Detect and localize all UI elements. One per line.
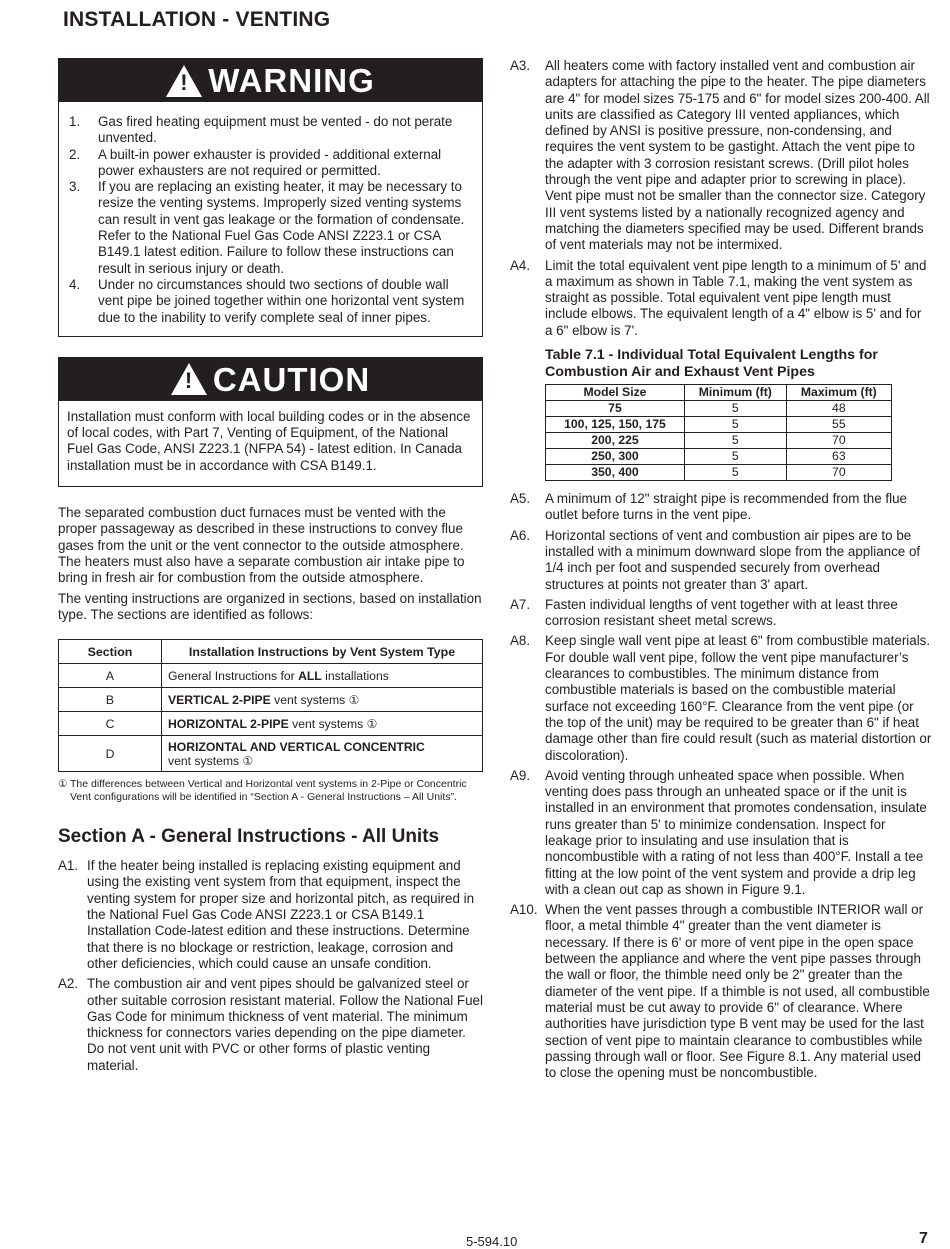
instruction-number: A6.	[510, 527, 531, 543]
vent-table-block	[510, 347, 932, 481]
section-description-bold: HORIZONTAL 2-PIPE	[168, 716, 289, 731]
instruction-text: Keep single wall vent pipe at least 6" from combustible materials. For double wall vent pipe, follow the vent pipe manufacturer’s clearances to combustibles. The minimum distance from combustible materials is based on the combustible material surface not exceeding 160°F. Clearance from the vent pipe (or the top of the unit) may be required to be greater than 6" if heat damage other than fire could result (such as material distortion or discoloration).	[545, 633, 932, 763]
warning-item	[67, 179, 474, 277]
vent-max: 48	[786, 401, 891, 417]
vent-table-row	[546, 465, 892, 481]
vent-min: 5	[684, 417, 786, 433]
instruction-number: A4.	[510, 257, 531, 273]
vent-min: 5	[684, 433, 786, 449]
caution-triangle-icon: !	[171, 363, 207, 395]
section-footnote-mark: ①	[366, 716, 378, 731]
instruction-number: A7.	[510, 596, 531, 612]
vent-model-size: 350, 400	[546, 465, 685, 481]
vent-model-size: 75	[546, 401, 685, 417]
instruction-text: A minimum of 12" straight pipe is recommended from the flue outlet before turns in the vent pipe.	[545, 491, 907, 523]
warning-item	[67, 277, 474, 326]
vent-model-size: 250, 300	[546, 449, 685, 465]
warning-box	[58, 58, 483, 337]
caution-heading: CAUTION	[212, 360, 371, 398]
section-table-footnote	[58, 778, 483, 804]
instruction-item	[58, 976, 483, 1074]
section-description-post: vent systems	[270, 692, 349, 707]
instruction-item	[58, 858, 483, 972]
intro-paragraph-1: The separated combustion duct furnaces must be vented with the proper passageway as described in these instructions to convey flue gases from the unit or the vent connector to the outside atmosphere. The heaters must also have a separate combustion air intake pipe to bring in fresh air for combustion from the outside atmosphere.	[58, 505, 465, 586]
instruction-text: If the heater being installed is replacing existing equipment and using the existing vent system from that equipment, inspect the venting system for proper size and horizontal pitch, as required in the National Fuel Gas Code ANSI Z223.1 or CSA B149.1 Installation Code-latest edition and these instructions. Determine that there is no blockage or restriction, leakage, corrosion and other deficiencies, which could cause an unsafe condition.	[87, 858, 475, 971]
instruction-number: A5.	[510, 491, 531, 507]
section-description-post: vent systems	[288, 716, 367, 731]
section-a-title: Section A - General Instructions - All Units	[58, 826, 440, 848]
section-description	[162, 712, 483, 736]
section-description-post: installations	[321, 668, 389, 683]
instruction-number: A9.	[510, 767, 531, 783]
warning-header	[59, 59, 482, 102]
vent-min: 5	[684, 449, 786, 465]
section-description	[162, 736, 483, 772]
warning-item-number: 2.	[69, 146, 81, 162]
section-description-bold: VERTICAL 2-PIPE	[168, 692, 271, 707]
section-description-bold: ALL	[298, 668, 322, 683]
warning-item-text: Under no circumstances should two sections of double wall vent pipe be joined together within one horizontal vent system due to the inability to verify complete seal of inner pipes.	[98, 276, 465, 325]
section-letter: C	[59, 712, 162, 736]
section-description-post: vent systems	[168, 753, 243, 768]
instruction-item	[510, 597, 932, 630]
caution-text: Installation must conform with local building codes or in the absence of local codes, with Part 7, Venting of Equipment, of the National Fuel Gas Code, ANSI Z223.1 (NFPA 54) - latest edition. In Canada installation must be in accordance with CSA B149.1.	[67, 408, 471, 473]
section-table-header-section: Section	[59, 640, 162, 664]
section-table-header-instructions: Installation Instructions by Vent System Type	[162, 640, 483, 664]
section-letter: B	[59, 688, 162, 712]
vent-max: 70	[786, 465, 891, 481]
section-description	[162, 688, 483, 712]
vent-table-row	[546, 449, 892, 465]
instruction-item	[510, 902, 932, 1081]
section-description-pre: General Instructions for	[168, 668, 299, 683]
section-description	[162, 664, 483, 688]
instruction-text: Fasten individual lengths of vent together with at least three corrosion resistant sheet metal screws.	[545, 596, 898, 629]
instruction-item	[510, 768, 932, 898]
warning-item-number: 4.	[69, 276, 81, 292]
instruction-text: Limit the total equivalent vent pipe length to a minimum of 5' and a maximum as shown in Table 7.1, making the vent system as straight as possible. Total equivalent vent pipe length must include elbows. The equivalent length of a 4" elbow is 5' and for a 6" elbow is 7'.	[545, 257, 927, 338]
vent-table-row	[546, 433, 892, 449]
section-a-left-list	[58, 858, 483, 1074]
warning-item-text: A built-in power exhauster is provided - additional external power exhausters are not required or permitted.	[98, 146, 442, 178]
page-title: INSTALLATION - VENTING	[63, 8, 331, 31]
vent-table-title: Table 7.1 - Individual Total Equivalent Lengths for Combustion Air and Exhaust Vent Pipes	[545, 347, 878, 381]
intro-paragraph-2: The venting instructions are organized in sections, based on installation type. The sections are identified as follows:	[58, 590, 482, 622]
page-number: 7	[919, 1230, 928, 1247]
warning-item-number: 3.	[69, 179, 81, 195]
footnote-text: The differences between Vertical and Horizontal vent systems in 2-Pipe or Concentric Vent configurations will be identified in “Section A - General Instructions – All Units”.	[70, 778, 467, 804]
warning-item	[67, 114, 474, 147]
instruction-item	[510, 528, 932, 593]
instruction-number: A1.	[58, 858, 79, 874]
warning-item-text: If you are replacing an existing heater, it may be necessary to resize the venting systems. Improperly sized venting systems can result in vent gas leakage or the formation of condensate. Refer to the National Fuel Gas Code ANSI Z223.1 or CSA B149.1 latest edition. Failure to follow these instructions can result in serious injury or death.	[98, 179, 465, 276]
warning-heading: WARNING	[208, 62, 375, 99]
instruction-item	[510, 258, 932, 339]
warning-item-text: Gas fired heating equipment must be vented - do not perate unvented.	[98, 114, 453, 146]
vent-table-row	[546, 417, 892, 433]
instruction-text: Avoid venting through unheated space when possible. When venting does pass through an unheated space or if the unit is installed in an environment that promotes condensation, insulate runs greater than 5' to minimize condensation. Inspect for leakage prior to insulating and use insulation that is noncombustible with a rating of not less than 400°F. Install a tee fitting at the low point of the vent system and provide a drip leg with a clean out cap as shown in Figure 9.1.	[545, 767, 927, 897]
instruction-text: Horizontal sections of vent and combustion air pipes are to be installed with a minimum downward slope from the appliance of 1/4 inch per foot and suspended securely from overhead structures at points not greater than 3' apart.	[545, 527, 921, 592]
section-letter: D	[59, 736, 162, 772]
vent-min: 5	[684, 401, 786, 417]
section-footnote-mark: ①	[348, 692, 360, 707]
section-table-row	[59, 664, 483, 688]
vent-max: 55	[786, 417, 891, 433]
right-column	[510, 58, 932, 1085]
instruction-number: A2.	[58, 976, 79, 992]
footnote-mark: ①	[58, 778, 68, 791]
vent-table-header-model: Model Size	[546, 385, 685, 401]
vent-table-header-min: Minimum (ft)	[684, 385, 786, 401]
section-table-row	[59, 688, 483, 712]
section-letter: A	[59, 664, 162, 688]
section-a-right-top-list	[510, 58, 932, 339]
vent-table-row	[546, 401, 892, 417]
section-table	[58, 639, 483, 772]
instruction-number: A3.	[510, 58, 531, 73]
vent-max: 63	[786, 449, 891, 465]
warning-body	[59, 102, 482, 336]
instruction-item	[510, 491, 932, 524]
warning-item-number: 1.	[69, 114, 81, 129]
instruction-number: A10.	[510, 902, 538, 918]
caution-header	[59, 358, 482, 401]
instruction-number: A8.	[510, 633, 531, 649]
instruction-text: The combustion air and vent pipes should be galvanized steel or other suitable corrosion resistant material. Follow the National Fuel Gas Code for minimum thickness of vent material. The minimum thickness for connectors varies depending on the pipe diameter. Do not vent unit with PVC or other forms of plastic venting material.	[87, 976, 483, 1073]
document-code: 5-594.10	[466, 1234, 518, 1249]
vent-table	[545, 384, 892, 481]
instruction-text: All heaters come with factory installed vent and combustion air adapters for attaching the pipe to the heater. The pipe diameters are 4" for model sizes 75-175 and 6" for model sizes 200-400. All units are classified as Category III vented appliances, which defined by ANSI is positive pressure, non-condensing, and requires the vent system to be gastight. Attach the vent pipe to the adapter with 3 corrosion resistant screws. (Drill pilot holes through the vent pipe and adapter prior to screwing in place). Vent pipe must not be smaller than the connector size. Category III vent systems listed by a nationally recognized agency and matching the diameters specified may be used. Different brands of vent materials may not be intermixed.	[545, 58, 930, 253]
instruction-text: When the vent passes through a combustible INTERIOR wall or floor, a metal thimble 4" greater than the vent diameter is necessary. If there is 6' or more of vent pipe in the open space between the appliance and where the vent pipe passes through the wall or floor, the thimble need only be 2" greater than the diameter of the vent pipe. If a thimble is not used, all combustible material must be cut away to provide 6" of clearance. Where authorities have jurisdiction type B vent may be used for the last section of vent pipe to maintain clearance to combustibles while passing through wall or floor. See Figure 8.1. Any material used to close the opening must be noncombustible.	[545, 902, 930, 1081]
section-description-bold: HORIZONTAL AND VERTICAL CONCENTRIC	[168, 739, 425, 754]
vent-min: 5	[684, 465, 786, 481]
caution-box	[58, 357, 483, 487]
section-footnote-mark: ①	[242, 753, 254, 768]
warning-list	[67, 114, 474, 326]
section-table-row	[59, 712, 483, 736]
vent-model-size: 200, 225	[546, 433, 685, 449]
left-column	[58, 58, 483, 1078]
vent-max: 70	[786, 433, 891, 449]
vent-table-header-max: Maximum (ft)	[786, 385, 891, 401]
section-table-row	[59, 736, 483, 772]
instruction-item	[510, 58, 932, 254]
section-a-right-bottom-list	[510, 491, 932, 1081]
warning-item	[67, 147, 474, 180]
warning-triangle-icon: !	[166, 65, 202, 97]
vent-model-size: 100, 125, 150, 175	[546, 417, 685, 433]
instruction-item	[510, 633, 932, 763]
